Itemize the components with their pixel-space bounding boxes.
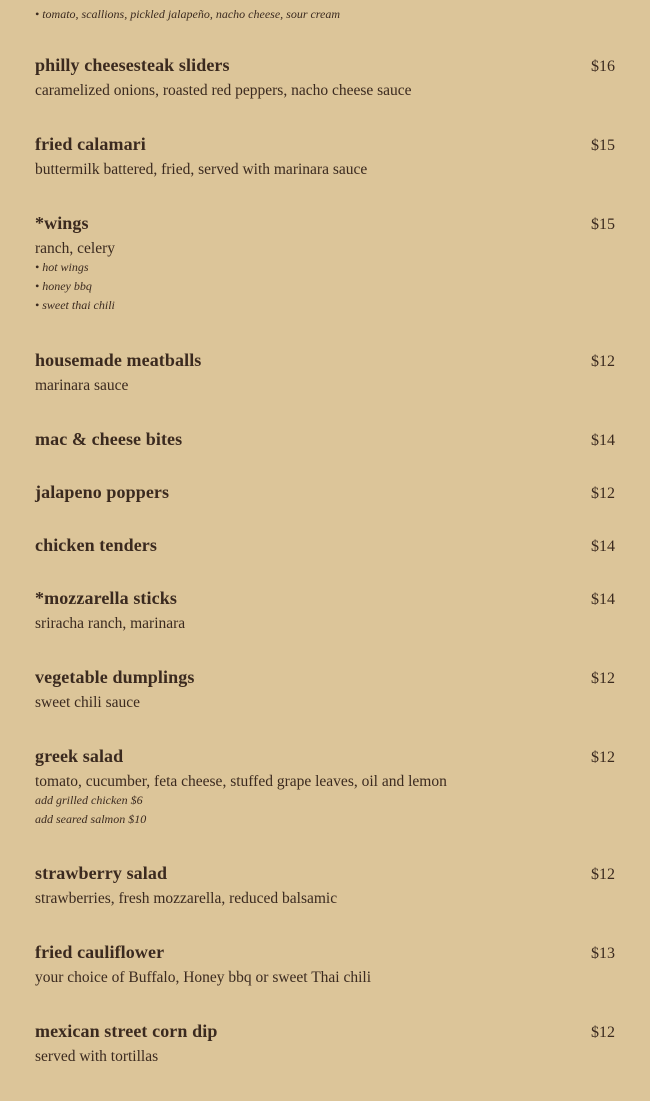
item-option: add seared salmon $10 <box>35 812 147 826</box>
item-name: chicken tenders <box>35 535 157 555</box>
item-description: sweet chili sauce <box>35 694 141 711</box>
item-price: $12 <box>591 749 615 766</box>
menu-item <box>35 350 615 395</box>
menu-item <box>35 746 615 829</box>
item-option: add grilled chicken $6 <box>35 793 143 807</box>
item-option: • hot wings <box>35 260 89 274</box>
item-price: $14 <box>591 432 615 449</box>
item-description: caramelized onions, roasted red peppers, nacho cheese sauce <box>35 82 412 99</box>
menu-item <box>35 213 615 315</box>
item-name: *wings <box>35 213 89 233</box>
item-name: vegetable dumplings <box>35 667 195 687</box>
item-description: ranch, celery <box>35 240 116 257</box>
menu-item <box>35 535 615 559</box>
item-price: $15 <box>591 216 615 233</box>
item-price: $14 <box>591 538 615 555</box>
item-description: buttermilk battered, fried, served with marinara sauce <box>35 161 368 178</box>
item-name: fried calamari <box>35 134 146 154</box>
menu-item <box>35 588 615 633</box>
item-name: mac & cheese bites <box>35 429 183 449</box>
item-name: mexican street corn dip <box>35 1021 218 1041</box>
item-price: $12 <box>591 866 615 883</box>
item-name: jalapeno poppers <box>35 482 170 502</box>
menu-item <box>35 55 615 100</box>
item-name: housemade meatballs <box>35 350 202 370</box>
item-price: $12 <box>591 670 615 687</box>
item-description: tomato, cucumber, feta cheese, stuffed grape leaves, oil and lemon <box>35 773 447 790</box>
item-price: $14 <box>591 591 615 608</box>
top-note: • tomato, scallions, pickled jalapeño, nacho cheese, sour cream <box>35 7 341 21</box>
item-description: your choice of Buffalo, Honey bbq or sweet Thai chili <box>35 969 372 986</box>
item-name: philly cheesesteak sliders <box>35 55 230 75</box>
item-price: $12 <box>591 353 615 370</box>
menu-item <box>35 863 615 908</box>
menu-item <box>35 134 615 179</box>
item-option: • honey bbq <box>35 279 92 293</box>
item-description: marinara sauce <box>35 377 129 394</box>
item-name: *mozzarella sticks <box>35 588 177 608</box>
item-price: $16 <box>591 58 615 75</box>
menu-item <box>35 482 615 506</box>
menu-item <box>35 1021 615 1066</box>
item-description: sriracha ranch, marinara <box>35 615 186 632</box>
item-price: $13 <box>591 945 615 962</box>
menu-item <box>35 942 615 987</box>
item-price: $15 <box>591 137 615 154</box>
item-name: strawberry salad <box>35 863 168 883</box>
item-description: served with tortillas <box>35 1048 159 1065</box>
menu-item <box>35 429 615 453</box>
item-option: • sweet thai chili <box>35 298 115 312</box>
item-name: greek salad <box>35 746 124 766</box>
item-name: fried cauliflower <box>35 942 165 962</box>
item-price: $12 <box>591 1024 615 1041</box>
item-price: $12 <box>591 485 615 502</box>
item-description: strawberries, fresh mozzarella, reduced balsamic <box>35 890 338 907</box>
menu-item <box>35 667 615 712</box>
